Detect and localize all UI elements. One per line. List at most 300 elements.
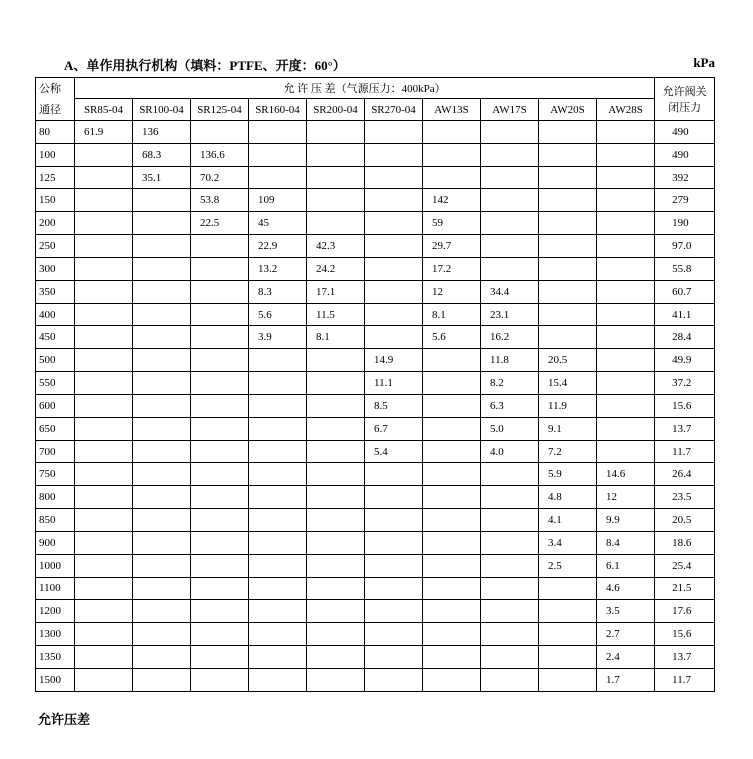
value-cell: 20.5 <box>539 349 597 372</box>
dn-cell: 125 <box>36 166 75 189</box>
value-cell <box>481 668 539 691</box>
value-cell <box>365 486 423 509</box>
value-cell <box>481 121 539 144</box>
value-cell <box>365 577 423 600</box>
table-row <box>36 280 715 303</box>
table-row <box>36 463 715 486</box>
value-cell <box>249 143 307 166</box>
value-cell: 22.9 <box>249 235 307 258</box>
value-cell <box>191 349 249 372</box>
value-cell: 23.1 <box>481 303 539 326</box>
table-row <box>36 554 715 577</box>
value-cell <box>249 600 307 623</box>
value-cell: 17.1 <box>307 280 365 303</box>
value-cell <box>75 417 133 440</box>
value-cell <box>365 326 423 349</box>
value-cell: 9.1 <box>539 417 597 440</box>
dn-cell: 150 <box>36 189 75 212</box>
value-cell <box>75 143 133 166</box>
value-cell: 2.5 <box>539 554 597 577</box>
value-cell <box>191 121 249 144</box>
value-cell <box>423 531 481 554</box>
value-cell <box>307 440 365 463</box>
value-cell <box>191 509 249 532</box>
value-cell <box>539 623 597 646</box>
model-header: AW20S <box>539 99 597 121</box>
value-cell: 14.6 <box>597 463 655 486</box>
value-cell <box>481 257 539 280</box>
table-row <box>36 668 715 691</box>
value-cell: 12 <box>597 486 655 509</box>
value-cell <box>481 212 539 235</box>
value-cell: 68.3 <box>133 143 191 166</box>
value-cell <box>423 577 481 600</box>
value-cell <box>307 554 365 577</box>
value-cell <box>539 646 597 669</box>
value-cell <box>307 668 365 691</box>
max-pressure-cell: 23.5 <box>655 486 715 509</box>
dn-cell: 1500 <box>36 668 75 691</box>
value-cell <box>307 577 365 600</box>
value-cell <box>191 440 249 463</box>
value-cell: 59 <box>423 212 481 235</box>
value-cell <box>539 189 597 212</box>
footer-caption: 允许压差 <box>38 712 91 727</box>
max-pressure-cell: 20.5 <box>655 509 715 532</box>
value-cell: 142 <box>423 189 481 212</box>
max-pressure-cell: 13.7 <box>655 417 715 440</box>
value-cell: 34.4 <box>481 280 539 303</box>
dn-cell: 750 <box>36 463 75 486</box>
value-cell: 2.4 <box>597 646 655 669</box>
value-cell: 8.1 <box>307 326 365 349</box>
value-cell <box>597 326 655 349</box>
value-cell <box>191 326 249 349</box>
dn-cell: 850 <box>36 509 75 532</box>
value-cell <box>597 121 655 144</box>
value-cell: 12 <box>423 280 481 303</box>
max-pressure-cell: 11.7 <box>655 668 715 691</box>
value-cell <box>75 509 133 532</box>
value-cell <box>423 486 481 509</box>
value-cell <box>481 646 539 669</box>
max-pressure-cell: 25.4 <box>655 554 715 577</box>
max-pressure-cell: 49.9 <box>655 349 715 372</box>
value-cell <box>249 577 307 600</box>
value-cell <box>597 440 655 463</box>
max-pressure-cell: 279 <box>655 189 715 212</box>
value-cell: 70.2 <box>191 166 249 189</box>
value-cell <box>365 668 423 691</box>
value-cell <box>249 646 307 669</box>
value-cell <box>191 577 249 600</box>
value-cell: 3.4 <box>539 531 597 554</box>
value-cell <box>423 394 481 417</box>
value-cell <box>481 623 539 646</box>
value-cell <box>423 623 481 646</box>
dn-cell: 550 <box>36 372 75 395</box>
model-header: AW17S <box>481 99 539 121</box>
value-cell: 8.4 <box>597 531 655 554</box>
value-cell <box>75 303 133 326</box>
value-cell <box>597 349 655 372</box>
table-row <box>36 121 715 144</box>
value-cell <box>423 600 481 623</box>
value-cell <box>423 509 481 532</box>
dn-cell: 400 <box>36 303 75 326</box>
table-row <box>36 646 715 669</box>
value-cell <box>597 166 655 189</box>
value-cell <box>481 463 539 486</box>
value-cell <box>133 372 191 395</box>
value-cell: 7.2 <box>539 440 597 463</box>
value-cell <box>597 372 655 395</box>
value-cell: 11.5 <box>307 303 365 326</box>
value-cell: 3.5 <box>597 600 655 623</box>
table-row <box>36 394 715 417</box>
value-cell: 11.1 <box>365 372 423 395</box>
table-row <box>36 166 715 189</box>
dn-cell: 200 <box>36 212 75 235</box>
value-cell <box>249 121 307 144</box>
value-cell: 11.9 <box>539 394 597 417</box>
value-cell <box>539 600 597 623</box>
max-header-line1: 允许阀关 <box>662 86 707 98</box>
max-pressure-cell: 55.8 <box>655 257 715 280</box>
value-cell <box>133 623 191 646</box>
dn-cell: 80 <box>36 121 75 144</box>
value-cell <box>191 668 249 691</box>
model-header: SR100-04 <box>133 99 191 121</box>
table-row <box>36 440 715 463</box>
max-pressure-cell: 11.7 <box>655 440 715 463</box>
value-cell <box>133 440 191 463</box>
value-cell <box>249 509 307 532</box>
value-cell <box>365 554 423 577</box>
value-cell <box>423 166 481 189</box>
value-cell <box>597 257 655 280</box>
value-cell <box>423 646 481 669</box>
max-header-line2: 闭压力 <box>668 102 702 114</box>
value-cell <box>75 257 133 280</box>
value-cell <box>75 326 133 349</box>
value-cell <box>423 463 481 486</box>
pressure-table <box>35 77 715 692</box>
value-cell: 6.1 <box>597 554 655 577</box>
value-cell <box>307 189 365 212</box>
value-cell <box>191 417 249 440</box>
page-title: A、单作用执行机构（填料：PTFE、开度：60°） <box>64 58 346 73</box>
value-cell <box>133 189 191 212</box>
value-cell <box>191 280 249 303</box>
value-cell <box>191 394 249 417</box>
value-cell <box>249 372 307 395</box>
value-cell <box>365 235 423 258</box>
value-cell: 5.6 <box>423 326 481 349</box>
value-cell <box>481 554 539 577</box>
value-cell <box>539 280 597 303</box>
value-cell: 5.6 <box>249 303 307 326</box>
dn-cell: 700 <box>36 440 75 463</box>
value-cell <box>365 463 423 486</box>
value-cell: 17.2 <box>423 257 481 280</box>
value-cell <box>597 394 655 417</box>
value-cell <box>365 280 423 303</box>
value-cell: 45 <box>249 212 307 235</box>
value-cell: 6.3 <box>481 394 539 417</box>
value-cell <box>365 257 423 280</box>
table-row <box>36 235 715 258</box>
value-cell <box>191 600 249 623</box>
value-cell <box>365 212 423 235</box>
value-cell <box>423 668 481 691</box>
value-cell <box>539 121 597 144</box>
pressure-band-header: 允 许 压 差（气源压力：400kPa） <box>75 78 655 99</box>
dn-cell: 350 <box>36 280 75 303</box>
value-cell <box>249 486 307 509</box>
value-cell <box>365 189 423 212</box>
value-cell <box>481 143 539 166</box>
value-cell <box>539 577 597 600</box>
value-cell <box>307 531 365 554</box>
dn-cell: 1350 <box>36 646 75 669</box>
value-cell <box>307 121 365 144</box>
dn-cell: 100 <box>36 143 75 166</box>
value-cell <box>133 463 191 486</box>
value-cell <box>481 600 539 623</box>
value-cell <box>75 349 133 372</box>
value-cell <box>539 326 597 349</box>
value-cell <box>75 212 133 235</box>
value-cell <box>191 257 249 280</box>
value-cell <box>307 417 365 440</box>
value-cell <box>249 554 307 577</box>
dn-header-line1: 公称 <box>36 78 75 99</box>
value-cell <box>597 143 655 166</box>
table-row <box>36 257 715 280</box>
value-cell <box>307 212 365 235</box>
value-cell <box>191 623 249 646</box>
value-cell <box>75 394 133 417</box>
dn-cell: 650 <box>36 417 75 440</box>
value-cell <box>133 280 191 303</box>
value-cell <box>75 554 133 577</box>
value-cell: 5.4 <box>365 440 423 463</box>
value-cell <box>75 189 133 212</box>
value-cell <box>133 394 191 417</box>
max-pressure-cell: 15.6 <box>655 394 715 417</box>
dn-cell: 450 <box>36 326 75 349</box>
value-cell <box>249 440 307 463</box>
value-cell <box>365 623 423 646</box>
dn-cell: 300 <box>36 257 75 280</box>
value-cell <box>307 143 365 166</box>
value-cell <box>481 235 539 258</box>
max-pressure-cell: 490 <box>655 121 715 144</box>
value-cell <box>597 212 655 235</box>
value-cell <box>539 143 597 166</box>
value-cell <box>539 166 597 189</box>
value-cell <box>133 600 191 623</box>
model-header: AW28S <box>597 99 655 121</box>
value-cell: 8.2 <box>481 372 539 395</box>
value-cell <box>307 509 365 532</box>
model-header: SR270-04 <box>365 99 423 121</box>
value-cell: 22.5 <box>191 212 249 235</box>
value-cell <box>75 372 133 395</box>
dn-cell: 1100 <box>36 577 75 600</box>
value-cell <box>133 303 191 326</box>
value-cell <box>481 509 539 532</box>
value-cell <box>133 257 191 280</box>
value-cell <box>307 349 365 372</box>
table-row <box>36 143 715 166</box>
value-cell <box>133 212 191 235</box>
value-cell <box>75 166 133 189</box>
value-cell <box>481 531 539 554</box>
dn-cell: 1000 <box>36 554 75 577</box>
value-cell <box>249 531 307 554</box>
value-cell <box>75 577 133 600</box>
value-cell <box>133 349 191 372</box>
value-cell <box>249 394 307 417</box>
value-cell <box>191 463 249 486</box>
dn-cell: 900 <box>36 531 75 554</box>
value-cell <box>75 463 133 486</box>
value-cell <box>307 166 365 189</box>
value-cell: 3.9 <box>249 326 307 349</box>
value-cell <box>365 166 423 189</box>
value-cell <box>481 577 539 600</box>
value-cell <box>133 417 191 440</box>
value-cell <box>365 600 423 623</box>
max-pressure-cell: 17.6 <box>655 600 715 623</box>
value-cell <box>133 646 191 669</box>
value-cell <box>249 417 307 440</box>
value-cell <box>191 554 249 577</box>
model-header: SR125-04 <box>191 99 249 121</box>
value-cell <box>191 531 249 554</box>
value-cell: 29.7 <box>423 235 481 258</box>
value-cell <box>75 235 133 258</box>
value-cell: 61.9 <box>75 121 133 144</box>
value-cell <box>75 531 133 554</box>
table-row <box>36 623 715 646</box>
value-cell <box>133 235 191 258</box>
table-row <box>36 303 715 326</box>
max-pressure-cell: 97.0 <box>655 235 715 258</box>
table-row <box>36 212 715 235</box>
dn-cell: 1300 <box>36 623 75 646</box>
value-cell <box>597 303 655 326</box>
value-cell <box>75 668 133 691</box>
max-pressure-cell: 21.5 <box>655 577 715 600</box>
max-pressure-cell: 18.6 <box>655 531 715 554</box>
table-row <box>36 417 715 440</box>
value-cell <box>597 189 655 212</box>
value-cell <box>539 303 597 326</box>
value-cell <box>133 554 191 577</box>
table-row <box>36 372 715 395</box>
dn-cell: 500 <box>36 349 75 372</box>
max-pressure-cell: 13.7 <box>655 646 715 669</box>
unit-label: kPa <box>693 55 715 70</box>
value-cell: 13.2 <box>249 257 307 280</box>
dn-cell: 250 <box>36 235 75 258</box>
value-cell <box>365 143 423 166</box>
dn-cell: 800 <box>36 486 75 509</box>
value-cell <box>133 531 191 554</box>
table-row <box>36 531 715 554</box>
value-cell: 35.1 <box>133 166 191 189</box>
value-cell <box>423 121 481 144</box>
value-cell: 136 <box>133 121 191 144</box>
table-row <box>36 349 715 372</box>
value-cell: 14.9 <box>365 349 423 372</box>
value-cell: 136.6 <box>191 143 249 166</box>
table-row <box>36 326 715 349</box>
value-cell <box>423 372 481 395</box>
value-cell <box>365 121 423 144</box>
value-cell <box>191 372 249 395</box>
value-cell <box>191 235 249 258</box>
value-cell <box>75 646 133 669</box>
value-cell <box>481 166 539 189</box>
table-row <box>36 600 715 623</box>
value-cell: 24.2 <box>307 257 365 280</box>
max-pressure-cell: 28.4 <box>655 326 715 349</box>
value-cell: 4.1 <box>539 509 597 532</box>
model-header: SR85-04 <box>75 99 133 121</box>
value-cell: 16.2 <box>481 326 539 349</box>
max-pressure-cell: 190 <box>655 212 715 235</box>
table-row <box>36 486 715 509</box>
value-cell <box>365 509 423 532</box>
value-cell <box>75 600 133 623</box>
table-body <box>36 121 715 692</box>
value-cell <box>597 235 655 258</box>
value-cell <box>75 280 133 303</box>
value-cell <box>481 189 539 212</box>
value-cell <box>365 531 423 554</box>
value-cell: 5.0 <box>481 417 539 440</box>
value-cell <box>365 303 423 326</box>
value-cell <box>423 417 481 440</box>
table-row <box>36 189 715 212</box>
value-cell <box>539 668 597 691</box>
value-cell <box>191 646 249 669</box>
model-header: SR160-04 <box>249 99 307 121</box>
max-pressure-cell: 392 <box>655 166 715 189</box>
value-cell: 53.8 <box>191 189 249 212</box>
value-cell <box>133 486 191 509</box>
model-header: SR200-04 <box>307 99 365 121</box>
value-cell <box>423 349 481 372</box>
value-cell: 2.7 <box>597 623 655 646</box>
value-cell <box>249 623 307 646</box>
max-header <box>655 78 715 121</box>
max-pressure-cell: 490 <box>655 143 715 166</box>
max-pressure-cell: 60.7 <box>655 280 715 303</box>
value-cell: 15.4 <box>539 372 597 395</box>
value-cell <box>423 554 481 577</box>
value-cell <box>307 372 365 395</box>
value-cell <box>75 440 133 463</box>
value-cell <box>307 463 365 486</box>
dn-cell: 1200 <box>36 600 75 623</box>
value-cell: 5.9 <box>539 463 597 486</box>
value-cell: 4.8 <box>539 486 597 509</box>
